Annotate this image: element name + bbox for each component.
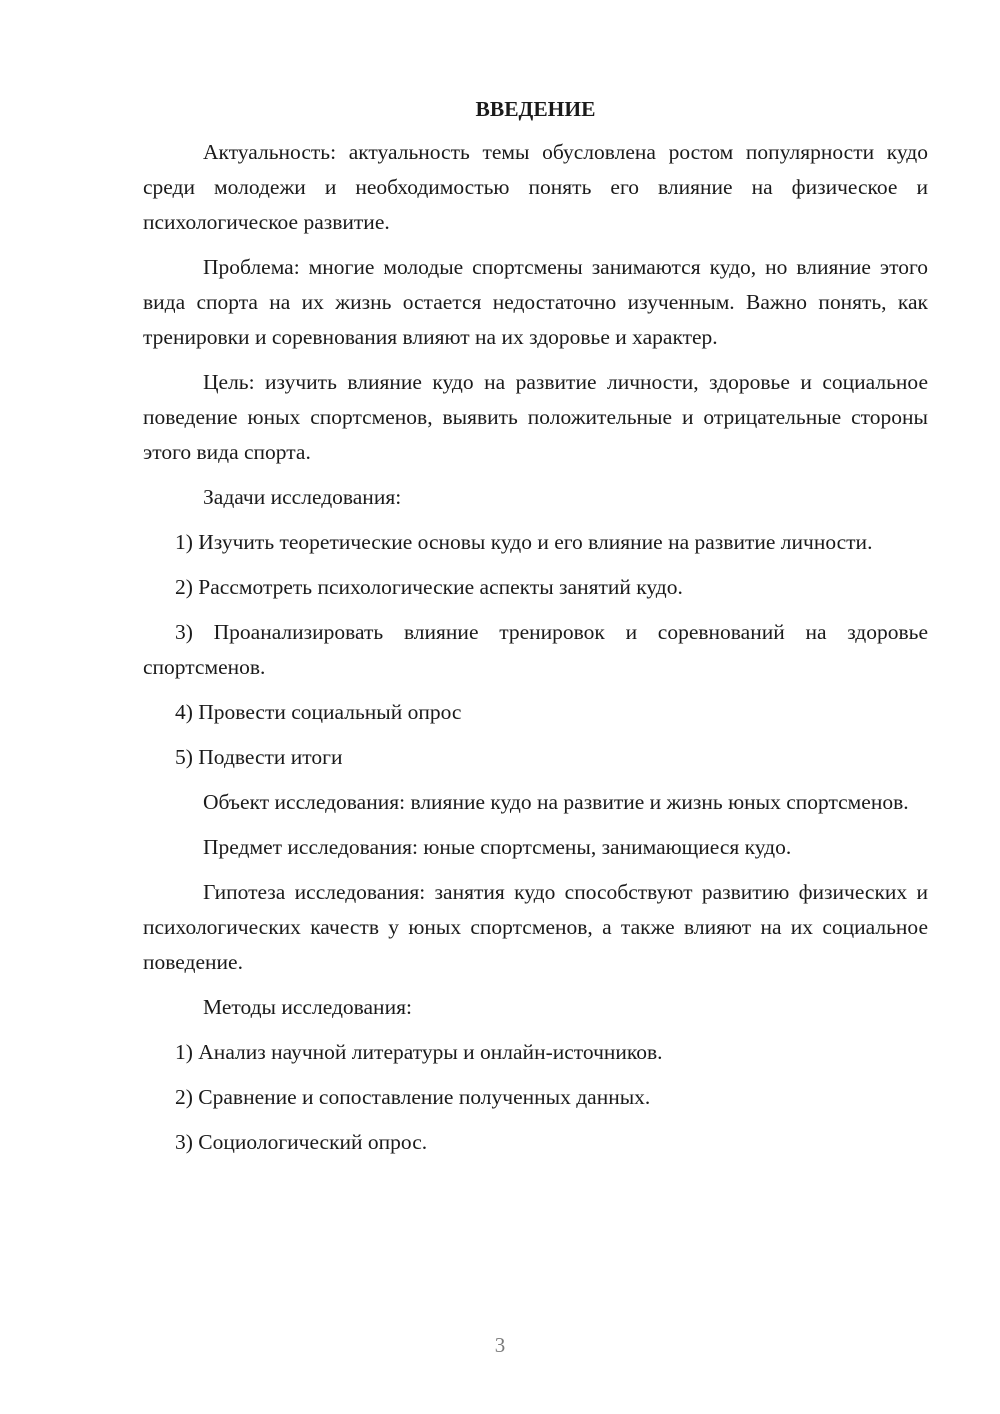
tasks-title: Задачи исследования: <box>203 485 402 509</box>
subject-paragraph: Предмет исследования: юные спортсмены, занимающиеся кудо. <box>203 835 792 859</box>
page-title: ВВЕДЕНИЕ <box>475 97 596 121</box>
document-page <box>143 92 928 1170</box>
goal-paragraph: Цель: изучить влияние кудо на развитие личности, здоровье и социальное поведение юных спортсменов, выявить положительные и отрицательные стороны этого вида спорта. <box>143 370 928 464</box>
method-item: 3) Социологический опрос. <box>175 1130 428 1154</box>
method-item: 1) Анализ научной литературы и онлайн-источников. <box>175 1040 663 1064</box>
page-number: 3 <box>494 1333 506 1357</box>
task-item: 1) Изучить теоретические основы кудо и его влияние на развитие личности. <box>175 530 873 554</box>
methods-title: Методы исследования: <box>203 995 412 1019</box>
task-item: 2) Рассмотреть психологические аспекты занятий кудо. <box>175 575 683 599</box>
method-item: 2) Сравнение и сопоставление полученных данных. <box>175 1085 651 1109</box>
object-paragraph: Объект исследования: влияние кудо на развитие и жизнь юных спортсменов. <box>203 790 909 814</box>
hypothesis-paragraph: Гипотеза исследования: занятия кудо способствуют развитию физических и психологических качеств у юных спортсменов, а также влияют на их социальное поведение. <box>143 880 928 974</box>
task-item: 3) Проанализировать влияние тренировок и соревнований на здоровье спортсменов. <box>143 620 928 679</box>
problem-paragraph: Проблема: многие молодые спортсмены занимаются кудо, но влияние этого вида спорта на их жизнь остается недостаточно изученным. Важно понять, как тренировки и соревнования влияют на их здоровье и характер. <box>143 255 928 349</box>
task-item: 5) Подвести итоги <box>175 745 343 769</box>
relevance-paragraph: Актуальность: актуальность темы обусловлена ростом популярности кудо среди молодежи и необходимостью понять его влияние на физическое и психологическое развитие. <box>143 140 928 234</box>
task-item: 4) Провести социальный опрос <box>175 700 462 724</box>
